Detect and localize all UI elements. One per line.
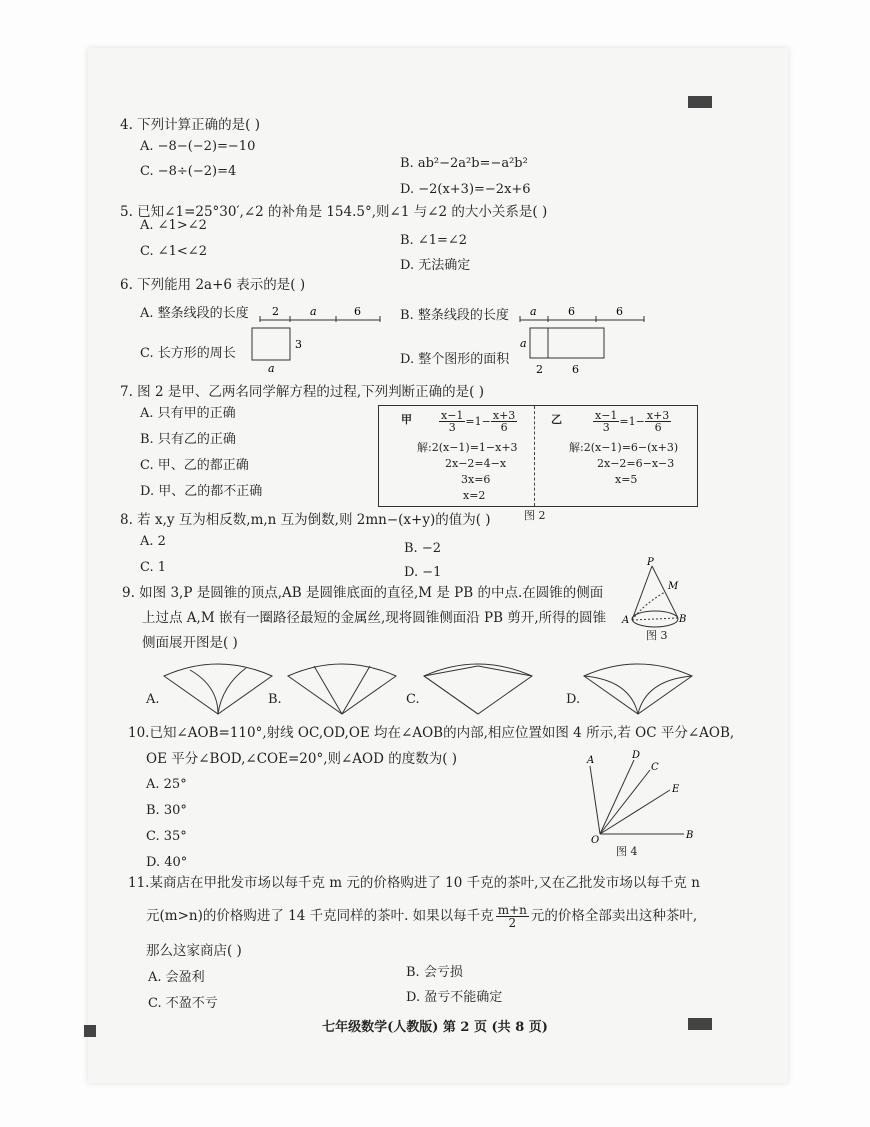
q7-yi-line2: 2x−2=6−x−3: [597, 457, 675, 470]
q4-stem: 4. 下列计算正确的是( ): [120, 117, 260, 133]
q7-yi-line3: x=5: [615, 473, 638, 486]
q7-jia-label: 甲: [401, 413, 412, 426]
q8-option-a: A. 2: [140, 534, 166, 549]
q4-option-b: B. ab²−2a²b=−a²b²: [400, 156, 528, 171]
q6-d-bottom-1: 2: [536, 363, 543, 376]
q6-a-seg-1: 2: [272, 305, 279, 318]
q9-point-b: B: [679, 614, 687, 625]
q11-option-c: C. 不盈不亏: [148, 996, 218, 1011]
q7-yi-num1: x−1: [595, 409, 618, 422]
q6-option-b: B. 整条线段的长度: [400, 308, 509, 323]
q6-stem: 6. 下列能用 2a+6 表示的是( ): [120, 277, 306, 293]
q11-line2-end: 元的价格全部卖出这种茶叶,: [530, 908, 698, 924]
q6-b-seg-1: a: [530, 305, 537, 318]
q7-jia-num2: x+3: [492, 409, 516, 422]
q10-point-e: E: [672, 784, 680, 795]
q11-option-b: B. 会亏损: [406, 965, 463, 980]
q9-option-a: A.: [146, 692, 160, 707]
q6-a-seg-3: 6: [354, 305, 361, 318]
q5-stem: 5. 已知∠1=25°30′,∠2 的补角是 154.5°,则∠1 与∠2 的大小关系是( ): [120, 204, 548, 220]
q6-figure-d: [518, 326, 608, 376]
q6-figure-c: [248, 326, 308, 374]
q9-option-c-figure: [420, 656, 536, 718]
q7-yi-num2: x+3: [646, 409, 670, 422]
q7-option-d: D. 甲、乙的都不正确: [140, 484, 263, 499]
q9-option-b: B.: [268, 692, 282, 707]
q9-point-m: M: [668, 581, 679, 592]
q7-jia-den1: 3: [448, 421, 456, 434]
q8-option-b: B. −2: [404, 541, 441, 556]
q11-frac-den: 2: [508, 916, 517, 930]
q6-figure-a: [258, 302, 382, 324]
q4-option-a: A. −8−(−2)=−10: [140, 139, 256, 154]
q10-figure-angles: [588, 748, 698, 844]
q6-b-seg-2: 6: [568, 305, 575, 318]
q7-option-c: C. 甲、乙的都正确: [140, 458, 249, 473]
q6-d-left: a: [520, 337, 527, 350]
q7-figure-box: [378, 405, 698, 507]
q7-jia-line1: 解:2(x−1)=1−x+3: [417, 441, 518, 454]
q10-point-o: O: [591, 835, 600, 846]
q9-option-d-figure: [580, 656, 696, 718]
registration-mark-top-right: [688, 96, 712, 108]
q9-option-d: D.: [566, 692, 581, 707]
q7-jia-line3: 3x=6: [461, 473, 491, 486]
q7-jia-mid: =1−: [465, 415, 491, 428]
q11-line1: 11.某商店在甲批发市场以每千克 m 元的价格购进了 10 千克的茶叶,又在乙批发市场以每千克 n: [128, 875, 700, 891]
q10-line1: 10.已知∠AOB=110°,射线 OC,OD,OE 均在∠AOB的内部,相应位置如图 4 所示,若 OC 平分∠AOB,: [128, 725, 735, 741]
q10-point-d: D: [632, 750, 641, 761]
q7-option-a: A. 只有甲的正确: [140, 406, 236, 421]
q7-yi-label: 乙: [551, 413, 562, 426]
q9-point-a: A: [622, 615, 630, 626]
q5-option-d: D. 无法确定: [400, 258, 471, 273]
q9-line3: 侧面展开图是( ): [142, 635, 238, 651]
q10-point-c: C: [651, 762, 659, 773]
q10-option-d: D. 40°: [146, 855, 188, 870]
q10-option-a: A. 25°: [146, 777, 187, 792]
q11-frac-num: m+n: [497, 903, 527, 917]
q10-option-b: B. 30°: [146, 803, 187, 818]
q10-line2: OE 平分∠BOD,∠COE=20°,则∠AOD 的度数为( ): [146, 751, 458, 767]
q7-yi-line1: 解:2(x−1)=6−(x+3): [569, 441, 679, 454]
q7-jia-den2: 6: [500, 421, 508, 434]
q9-option-b-figure: [284, 656, 400, 718]
q6-option-d: D. 整个图形的面积: [400, 352, 510, 367]
page-footer: 七年级数学(人教版) 第 2 页 (共 8 页): [322, 1020, 548, 1035]
q6-d-bottom-2: 6: [572, 363, 579, 376]
q9-line1: 9. 如图 3,P 是圆锥的顶点,AB 是圆锥底面的直径,M 是 PB 的中点.在圆锥的侧面: [122, 585, 604, 601]
q7-stem: 7. 图 2 是甲、乙两名同学解方程的过程,下列判断正确的是( ): [120, 384, 484, 400]
q7-figure-divider: [534, 406, 535, 506]
q6-c-bottom: a: [268, 362, 275, 375]
q8-option-c: C. 1: [140, 560, 167, 575]
q7-yi-equation: [593, 410, 671, 433]
q9-figure-caption: 图 3: [646, 629, 668, 642]
q9-line2: 上过点 A,M 嵌有一圈路径最短的金属丝,现将圆锥侧面沿 PB 剪开,所得的圆锥: [142, 610, 607, 626]
q7-jia-line2: 2x−2=4−x: [445, 457, 507, 470]
q7-jia-equation: [439, 410, 517, 433]
q6-a-seg-2: a: [310, 305, 317, 318]
q6-figure-b: [518, 302, 646, 324]
q6-option-c: C. 长方形的周长: [140, 346, 236, 361]
q7-jia-num1: x−1: [441, 409, 464, 422]
q11-line2: [146, 904, 697, 929]
q10-point-a: A: [587, 755, 595, 766]
q8-stem: 8. 若 x,y 互为相反数,m,n 互为倒数,则 2mn−(x+y)的值为( ): [120, 512, 491, 528]
q7-yi-den1: 3: [602, 421, 610, 434]
q11-line2-start: 元(m>n)的价格购进了 14 千克同样的茶叶. 如果以每千克: [146, 908, 494, 924]
q7-yi-den2: 6: [654, 421, 662, 434]
q6-option-a: A. 整条线段的长度: [140, 306, 249, 321]
q7-jia-line4: x=2: [463, 489, 486, 502]
q11-option-d: D. 盈亏不能确定: [406, 990, 503, 1005]
q9-point-p: P: [647, 557, 654, 568]
q5-option-b: B. ∠1=∠2: [400, 233, 468, 248]
q7-figure-caption: 图 2: [524, 509, 546, 522]
q11-line3: 那么这家商店( ): [146, 943, 242, 959]
q9-option-a-figure: [160, 656, 276, 718]
q4-option-d: D. −2(x+3)=−2x+6: [400, 182, 531, 197]
q7-option-b: B. 只有乙的正确: [140, 432, 236, 447]
q9-option-c: C.: [406, 692, 420, 707]
q11-option-a: A. 会盈利: [148, 970, 205, 985]
q8-option-d: D. −1: [404, 565, 442, 580]
q6-c-side: 3: [295, 338, 302, 351]
q10-option-c: C. 35°: [146, 829, 187, 844]
q4-option-c: C. −8÷(−2)=4: [140, 164, 237, 179]
q5-option-c: C. ∠1<∠2: [140, 244, 207, 259]
q10-point-b: B: [686, 830, 694, 841]
q10-figure-caption: 图 4: [616, 845, 638, 858]
q6-b-seg-3: 6: [616, 305, 623, 318]
q7-yi-mid: =1−: [619, 415, 645, 428]
q5-option-a: A. ∠1>∠2: [140, 218, 207, 233]
